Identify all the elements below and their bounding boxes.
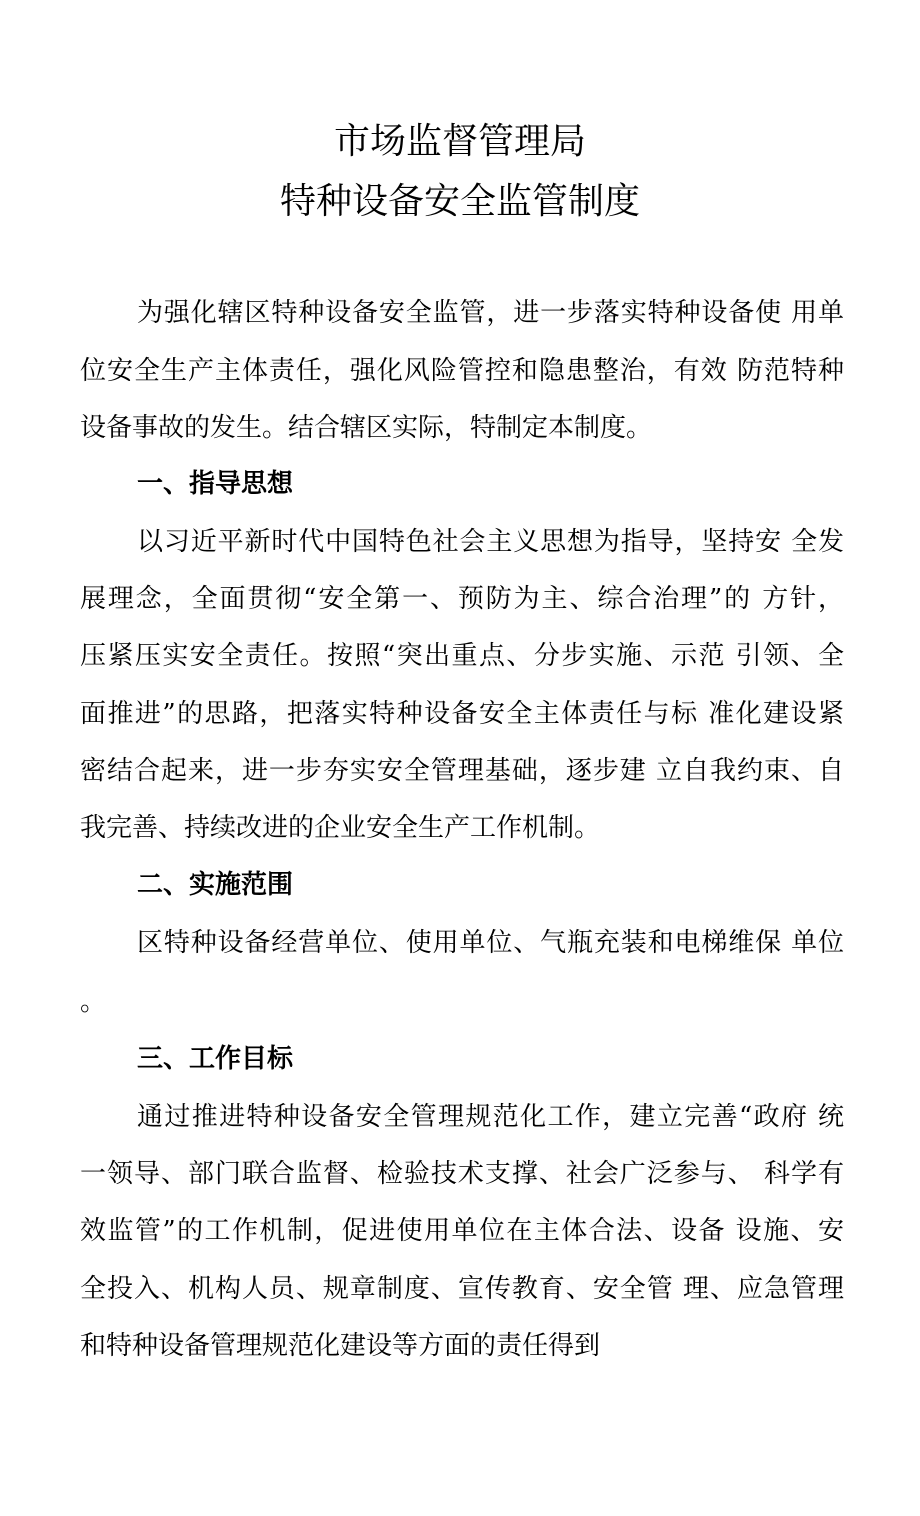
paragraph-line: 我完善、持续改进的企业安全生产工作机制。 bbox=[80, 813, 601, 843]
document-title-line-1: 市场监督管理局 bbox=[333, 121, 586, 162]
paragraph-line: 一领导、部门联合监督、检验技术支撑、社会广泛参与、 科学有 bbox=[80, 1159, 844, 1189]
paragraph-line: 压紧压实安全责任。按照“突出重点、分步实施、示范 引领、全 bbox=[80, 641, 844, 671]
paragraph-line: 效监管”的工作机制，促进使用单位在主体合法、设备 设施、安 bbox=[80, 1216, 844, 1246]
paragraph-line: 位安全生产主体责任，强化风险管控和隐患整治，有效 防范特种 bbox=[80, 356, 844, 386]
paragraph-line: 通过推进特种设备安全管理规范化工作，建立完善“政府 统 bbox=[137, 1102, 844, 1132]
paragraph-line: 设备事故的发生。结合辖区实际，特制定本制度。 bbox=[80, 413, 653, 443]
paragraph-line: 全投入、机构人员、规章制度、宣传教育、安全管 理、应急管理 bbox=[80, 1274, 844, 1304]
paragraph-line: 区特种设备经营单位、使用单位、气瓶充装和电梯维保 单位 bbox=[137, 928, 844, 958]
document-title-line-2: 特种设备安全监管制度 bbox=[279, 181, 640, 222]
paragraph-line: 以习近平新时代中国特色社会主义思想为指导，坚持安 全发 bbox=[137, 527, 844, 557]
paragraph-line: 密结合起来，进一步夯实安全管理基础，逐步建 立自我约束、自 bbox=[80, 756, 844, 786]
paragraph-line: 。 bbox=[80, 987, 107, 1017]
section-heading-work-goals: 三、工作目标 bbox=[137, 1044, 294, 1074]
section-heading-scope: 二、实施范围 bbox=[137, 870, 294, 900]
section-heading-guiding-ideology: 一、指导思想 bbox=[137, 469, 294, 499]
paragraph-line: 面推进”的思路，把落实特种设备安全主体责任与标 准化建设紧 bbox=[80, 699, 844, 729]
paragraph-line: 和特种设备管理规范化建设等方面的责任得到 bbox=[80, 1331, 601, 1361]
paragraph-line: 为强化辖区特种设备安全监管，进一步落实特种设备使 用单 bbox=[137, 298, 844, 328]
paragraph-line: 展理念，全面贯彻“安全第一、预防为主、综合治理”的 方针， bbox=[80, 584, 844, 614]
